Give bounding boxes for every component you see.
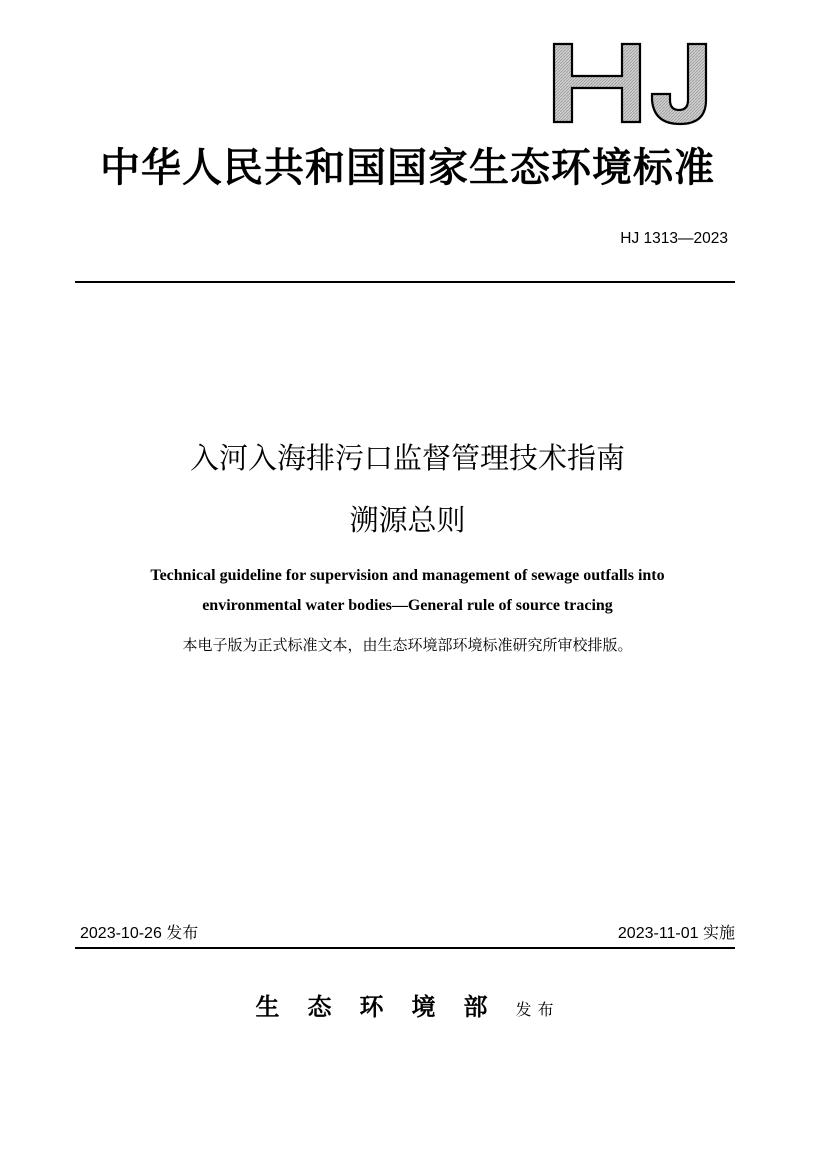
logo-letter-j [652, 44, 706, 124]
bottom-divider [75, 947, 735, 949]
issue-date: 2023-10-26 发布 [80, 925, 199, 942]
title-en-line2: environmental water bodies—General rule of source tracing [202, 597, 613, 614]
standard-category-title: 中华人民共和国国家生态环境标准 [100, 144, 715, 191]
publisher-action: 发布 [515, 1000, 560, 1019]
implementation-date: 2023-11-01 实施 [617, 925, 735, 942]
logo-letter-h [554, 44, 640, 122]
top-divider [75, 281, 735, 283]
edition-note: 本电子版为正式标准文本，由生态环境部环境标准研究所审校排版。 [182, 636, 633, 654]
title-zh-line1: 入河入海排污口监督管理技术指南 [189, 441, 625, 475]
standard-code: HJ 1313—2023 [620, 230, 728, 247]
publisher-line [0, 992, 815, 1026]
publisher-org: 生态环境部 [255, 992, 516, 1021]
title-en-line1: Technical guideline for supervision and management of sewage outfalls into [150, 567, 665, 584]
title-zh-line2: 溯源总则 [349, 503, 466, 537]
hj-logo [548, 40, 718, 126]
